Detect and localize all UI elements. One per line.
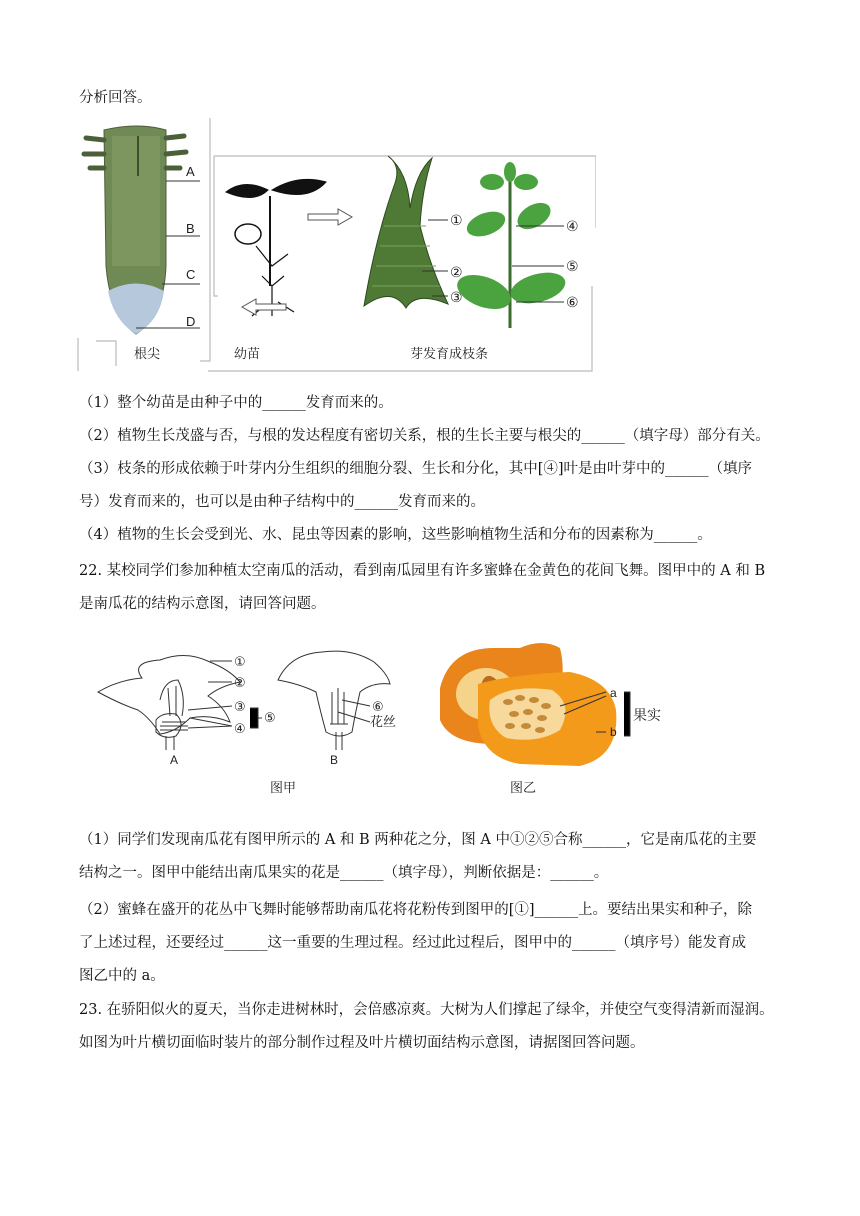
caption-figure-jia: 图甲 xyxy=(270,780,297,795)
branch-image xyxy=(453,162,569,328)
flower-a-label-2: ② xyxy=(234,675,246,690)
q23-line-2: 如图为叶片横切面临时装片的部分制作过程及叶片横切面结构示意图，请据图回答问题。 xyxy=(79,1035,645,1051)
caption-figure-yi: 图乙 xyxy=(510,780,537,795)
arrow-right-icon xyxy=(308,209,352,225)
caption-root-tip: 根尖 xyxy=(134,346,161,361)
q21-line-1: （1）整个幼苗是由种子中的______发育而来的。 xyxy=(79,395,393,411)
q21-line-2: （2）植物生长茂盛与否，与根的发达程度有密切关系，根的生长主要与根尖的______（填字母）部分有关。 xyxy=(79,428,770,444)
q22-line-4: 了上述过程，还要经过______这一重要的生理过程。经过此过程后，图甲中的______（填序号）能发育成 xyxy=(79,935,746,951)
q22-stem-2: 是南瓜花的结构示意图，请回答问题。 xyxy=(79,596,326,612)
flower-a-label-1: ① xyxy=(234,654,246,669)
arrow-left-icon xyxy=(242,299,286,315)
intro-text: 分析回答。 xyxy=(79,90,152,106)
q23-line-1: 23. 在骄阳似火的夏天，当你走进树林时，会倍感凉爽。大树为人们撑起了绿伞，并使空气变得清新而湿润。 xyxy=(79,1002,774,1018)
branch-label-4: ④ xyxy=(566,218,579,234)
q21-line-3: （3）枝条的形成依赖于叶芽内分生组织的细胞分裂、生长和分化，其中[④]叶是由叶芽中的______（填序 xyxy=(79,461,753,477)
branch-label-6: ⑥ xyxy=(566,294,579,310)
root-label-b: B xyxy=(186,221,195,236)
caption-seedling: 幼苗 xyxy=(234,346,261,361)
flower-a-label-4: ④ xyxy=(234,721,246,736)
q21-line-5: （4）植物的生长会受到光、水、昆虫等因素的影响，这些影响植物生活和分布的因素称为______。 xyxy=(79,527,712,543)
flower-b-label-filament: 花丝 xyxy=(370,714,397,729)
root-label-d: D xyxy=(186,314,196,329)
pumpkin-label-b: b xyxy=(610,725,617,739)
seedling-image xyxy=(226,179,326,316)
bud-label-2: ② xyxy=(450,264,463,280)
bud-label-3: ③ xyxy=(450,289,463,305)
q22-line-3: （2）蜜蜂在盛开的花丛中飞舞时能够帮助南瓜花将花粉传到图甲的[①]______上。要结出果实和种子，除 xyxy=(79,902,753,918)
q22-line-2: 结构之一。图甲中能结出南瓜果实的花是______（填字母），判断依据是：______。 xyxy=(79,865,609,881)
flower-a-label-3: ③ xyxy=(234,699,246,714)
flower-a-image xyxy=(98,655,240,750)
root-label-c: C xyxy=(186,267,196,282)
flower-b-label-6: ⑥ xyxy=(372,699,384,714)
q22-stem-1: 22. 某校同学们参加种植太空南瓜的活动，看到南瓜园里有许多蜜蜂在金黄色的花间飞舞。图甲中的 A 和 B xyxy=(79,563,766,579)
figure-pumpkin-flowers xyxy=(90,640,690,805)
root-label-a: A xyxy=(186,164,195,179)
q22-line-1: （1）同学们发现南瓜花有图甲所示的 A 和 B 两种花之分，图 A 中①②⑤合称______，它是南瓜花的主要 xyxy=(79,832,757,848)
flower-b-caption: B xyxy=(330,753,339,767)
flower-a-label-5: ⑤ xyxy=(264,710,276,725)
bud-label-1: ① xyxy=(450,212,463,228)
root-tip-image xyxy=(84,126,186,334)
q22-line-5: 图乙中的 a。 xyxy=(79,968,165,984)
caption-bud-branch: 芽发育成枝条 xyxy=(410,346,489,361)
q21-line-4: 号）发育而来的，也可以是由种子结构中的______发育而来的。 xyxy=(79,494,485,510)
pumpkin-image xyxy=(440,643,616,766)
branch-label-5: ⑤ xyxy=(566,258,579,274)
pumpkin-label-fruit: 果实 xyxy=(633,707,661,723)
figure-root-seedling-bud xyxy=(76,116,596,378)
pumpkin-label-a: a xyxy=(610,686,617,700)
flower-a-caption: A xyxy=(170,753,179,767)
bud-image xyxy=(364,156,448,308)
